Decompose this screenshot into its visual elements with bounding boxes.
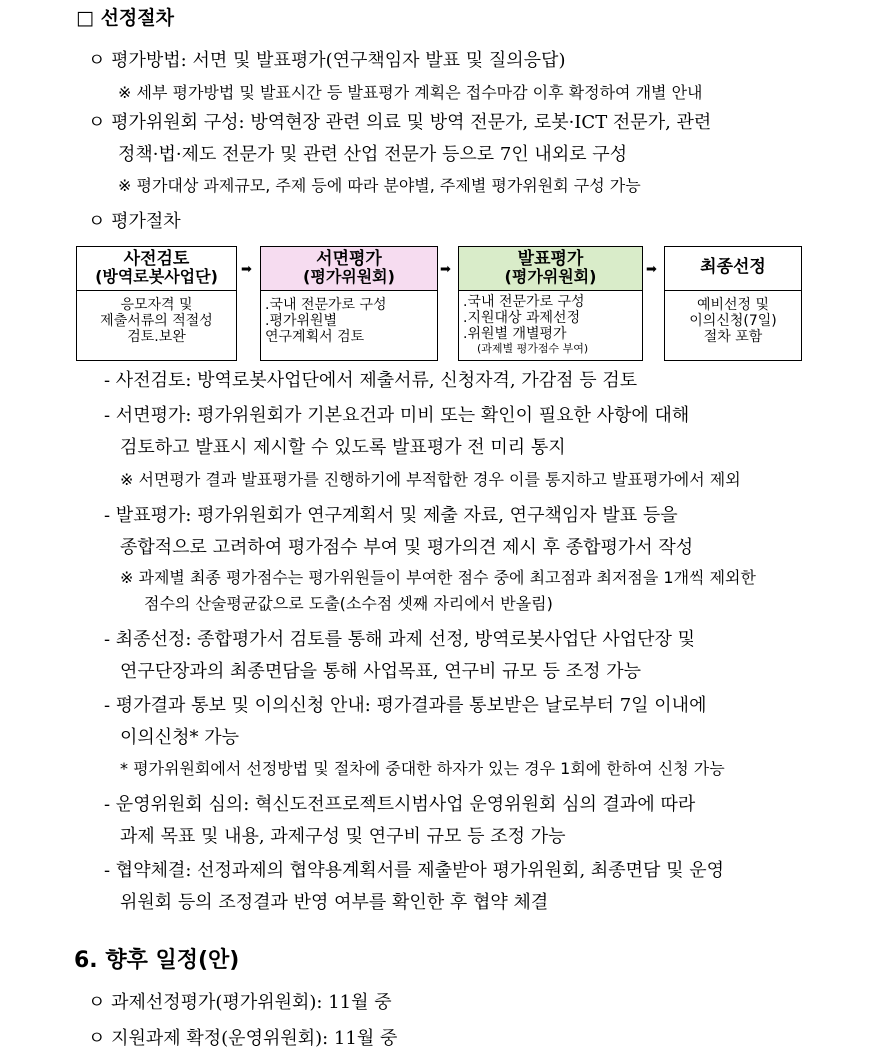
detail-result-notice-line2: 이의신청* 가능 [120, 727, 240, 748]
flow-body-line: 제출서류의 적절성 [100, 313, 213, 329]
flow-body-line: .국내 전문가로 구성 [463, 294, 585, 310]
flow-step-presentation-title: 발표평가 [517, 249, 584, 269]
flow-body-line: .지원대상 과제선정 [463, 310, 581, 326]
detail-agreement-line2: 위원회 등의 조정결과 반영 여부를 확인한 후 협약 체결 [120, 892, 549, 913]
right-arrow-icon: ➡ [440, 262, 451, 277]
schedule-heading: 6. 향후 일정(안) [74, 948, 240, 973]
note-document-review: ※ 서면평가 결과 발표평가를 진행하기에 부적합한 경우 이를 통지하고 발표평가에서 제외 [120, 470, 741, 489]
bullet-procedure: ㅇ 평가절차 [88, 211, 181, 232]
detail-document-review-line2: 검토하고 발표시 제시할 수 있도록 발표평가 전 미리 통지 [120, 437, 566, 458]
detail-result-notice-line1: - 평가결과 통보 및 이의신청 안내: 평가결과를 통보받은 날로부터 7일 이내에 [104, 695, 707, 716]
flow-step-document-review-head [261, 247, 437, 291]
flow-body-line: .국내 전문가로 구성 [265, 297, 387, 313]
detail-pre-review: - 사전검토: 방역로봇사업단에서 제출서류, 신청자격, 가감점 등 검토 [104, 370, 638, 391]
detail-agreement-line1: - 협약체결: 선정과제의 협약용계획서를 제출받아 평가위원회, 최종면담 및 운영 [104, 860, 725, 881]
detail-presentation-line1: - 발표평가: 평가위원회가 연구계획서 및 제출 자료, 연구책임자 발표 등을 [104, 505, 678, 526]
right-arrow-icon: ➡ [646, 262, 657, 277]
flow-body-small: (과제별 평가점수 부여) [477, 342, 589, 355]
flow-body-line: .위원별 개별평가 [463, 326, 567, 342]
bullet-committee-line2: 정책·법·제도 전문가 및 관련 산업 전문가 등으로 7인 내외로 구성 [118, 144, 628, 165]
flow-step-pre-review-subtitle: (방역로봇사업단) [95, 267, 218, 286]
flow-step-presentation-subtitle: (평가위원회) [504, 267, 597, 286]
flow-step-final-selection-head [665, 247, 801, 291]
note-presentation-line2: 점수의 산술평균값으로 도출(소수점 셋째 자리에서 반올림) [144, 594, 553, 613]
detail-final-selection-line2: 연구단장과의 최종면담을 통해 사업목표, 연구비 규모 등 조정 가능 [120, 661, 641, 682]
flow-step-final-selection [664, 246, 802, 361]
detail-presentation-line2: 종합적으로 고려하여 평가점수 부여 및 평가의견 제시 후 종합평가서 작성 [120, 537, 694, 558]
bullet-committee-line1: ㅇ 평가위원회 구성: 방역현장 관련 의료 및 방역 전문가, 로봇·ICT 전문가, 관련 [88, 112, 712, 133]
flow-step-presentation [458, 246, 643, 361]
right-arrow-icon: ➡ [241, 262, 252, 277]
note-committee: ※ 평가대상 과제규모, 주제 등에 따라 분야별, 주제별 평가위원회 구성 가능 [118, 176, 641, 195]
detail-final-selection-line1: - 최종선정: 종합평가서 검토를 통해 과제 선정, 방역로봇사업단 사업단장 및 [104, 629, 696, 650]
flow-body-line: 절차 포함 [703, 329, 763, 345]
schedule-item-confirmation: ㅇ 지원과제 확정(운영위원회): 11월 중 [88, 1028, 398, 1049]
flow-step-document-review-subtitle: (평가위원회) [303, 267, 395, 286]
detail-document-review-line1: - 서면평가: 평가위원회가 기본요건과 미비 또는 확인이 필요한 사항에 대해 [104, 405, 690, 426]
bullet-evaluation-method: ㅇ 평가방법: 서면 및 발표평가(연구책임자 발표 및 질의응답) [88, 50, 566, 71]
detail-steering-committee-line2: 과제 목표 및 내용, 과제구성 및 연구비 규모 등 조정 가능 [120, 826, 566, 847]
flow-step-document-review [260, 246, 438, 361]
flow-body-line: 응모자격 및 [120, 297, 193, 313]
flow-step-final-selection-body [665, 291, 801, 360]
flow-step-presentation-head [459, 247, 642, 291]
flow-body-line: 예비선정 및 [696, 297, 770, 313]
detail-steering-committee-line1: - 운영위원회 심의: 혁신도전프로젝트시범사업 운영위원회 심의 결과에 따라 [104, 794, 696, 815]
flow-step-document-review-body [261, 291, 437, 360]
flow-step-pre-review-body [77, 291, 236, 360]
flow-step-pre-review-head [77, 247, 236, 291]
schedule-item-evaluation: ㅇ 과제선정평가(평가위원회): 11월 중 [88, 992, 392, 1013]
flow-body-line: 연구계획서 검토 [265, 329, 365, 345]
flow-body-line: 이의신청(7일) [689, 313, 777, 329]
flow-step-presentation-body [459, 291, 642, 360]
flow-body-line: 검토.보완 [127, 329, 186, 345]
flow-step-pre-review [76, 246, 237, 361]
note-presentation-line1: ※ 과제별 최종 평가점수는 평가위원들이 부여한 점수 중에 최고점과 최저점을 1개씩 제외한 [120, 568, 756, 587]
flow-step-document-review-title: 서면평가 [316, 249, 382, 269]
flow-step-final-selection-title: 최종선정 [700, 257, 766, 277]
flow-step-pre-review-title: 사전검토 [123, 249, 190, 269]
section-title: □ 선정절차 [76, 7, 174, 29]
note-objection: * 평가위원회에서 선정방법 및 절차에 중대한 하자가 있는 경우 1회에 한하여 신청 가능 [120, 759, 725, 778]
flow-body-line: .평가위원별 [265, 313, 338, 329]
note-evaluation-method: ※ 세부 평가방법 및 발표시간 등 발표평가 계획은 접수마감 이후 확정하여 개별 안내 [118, 83, 703, 102]
